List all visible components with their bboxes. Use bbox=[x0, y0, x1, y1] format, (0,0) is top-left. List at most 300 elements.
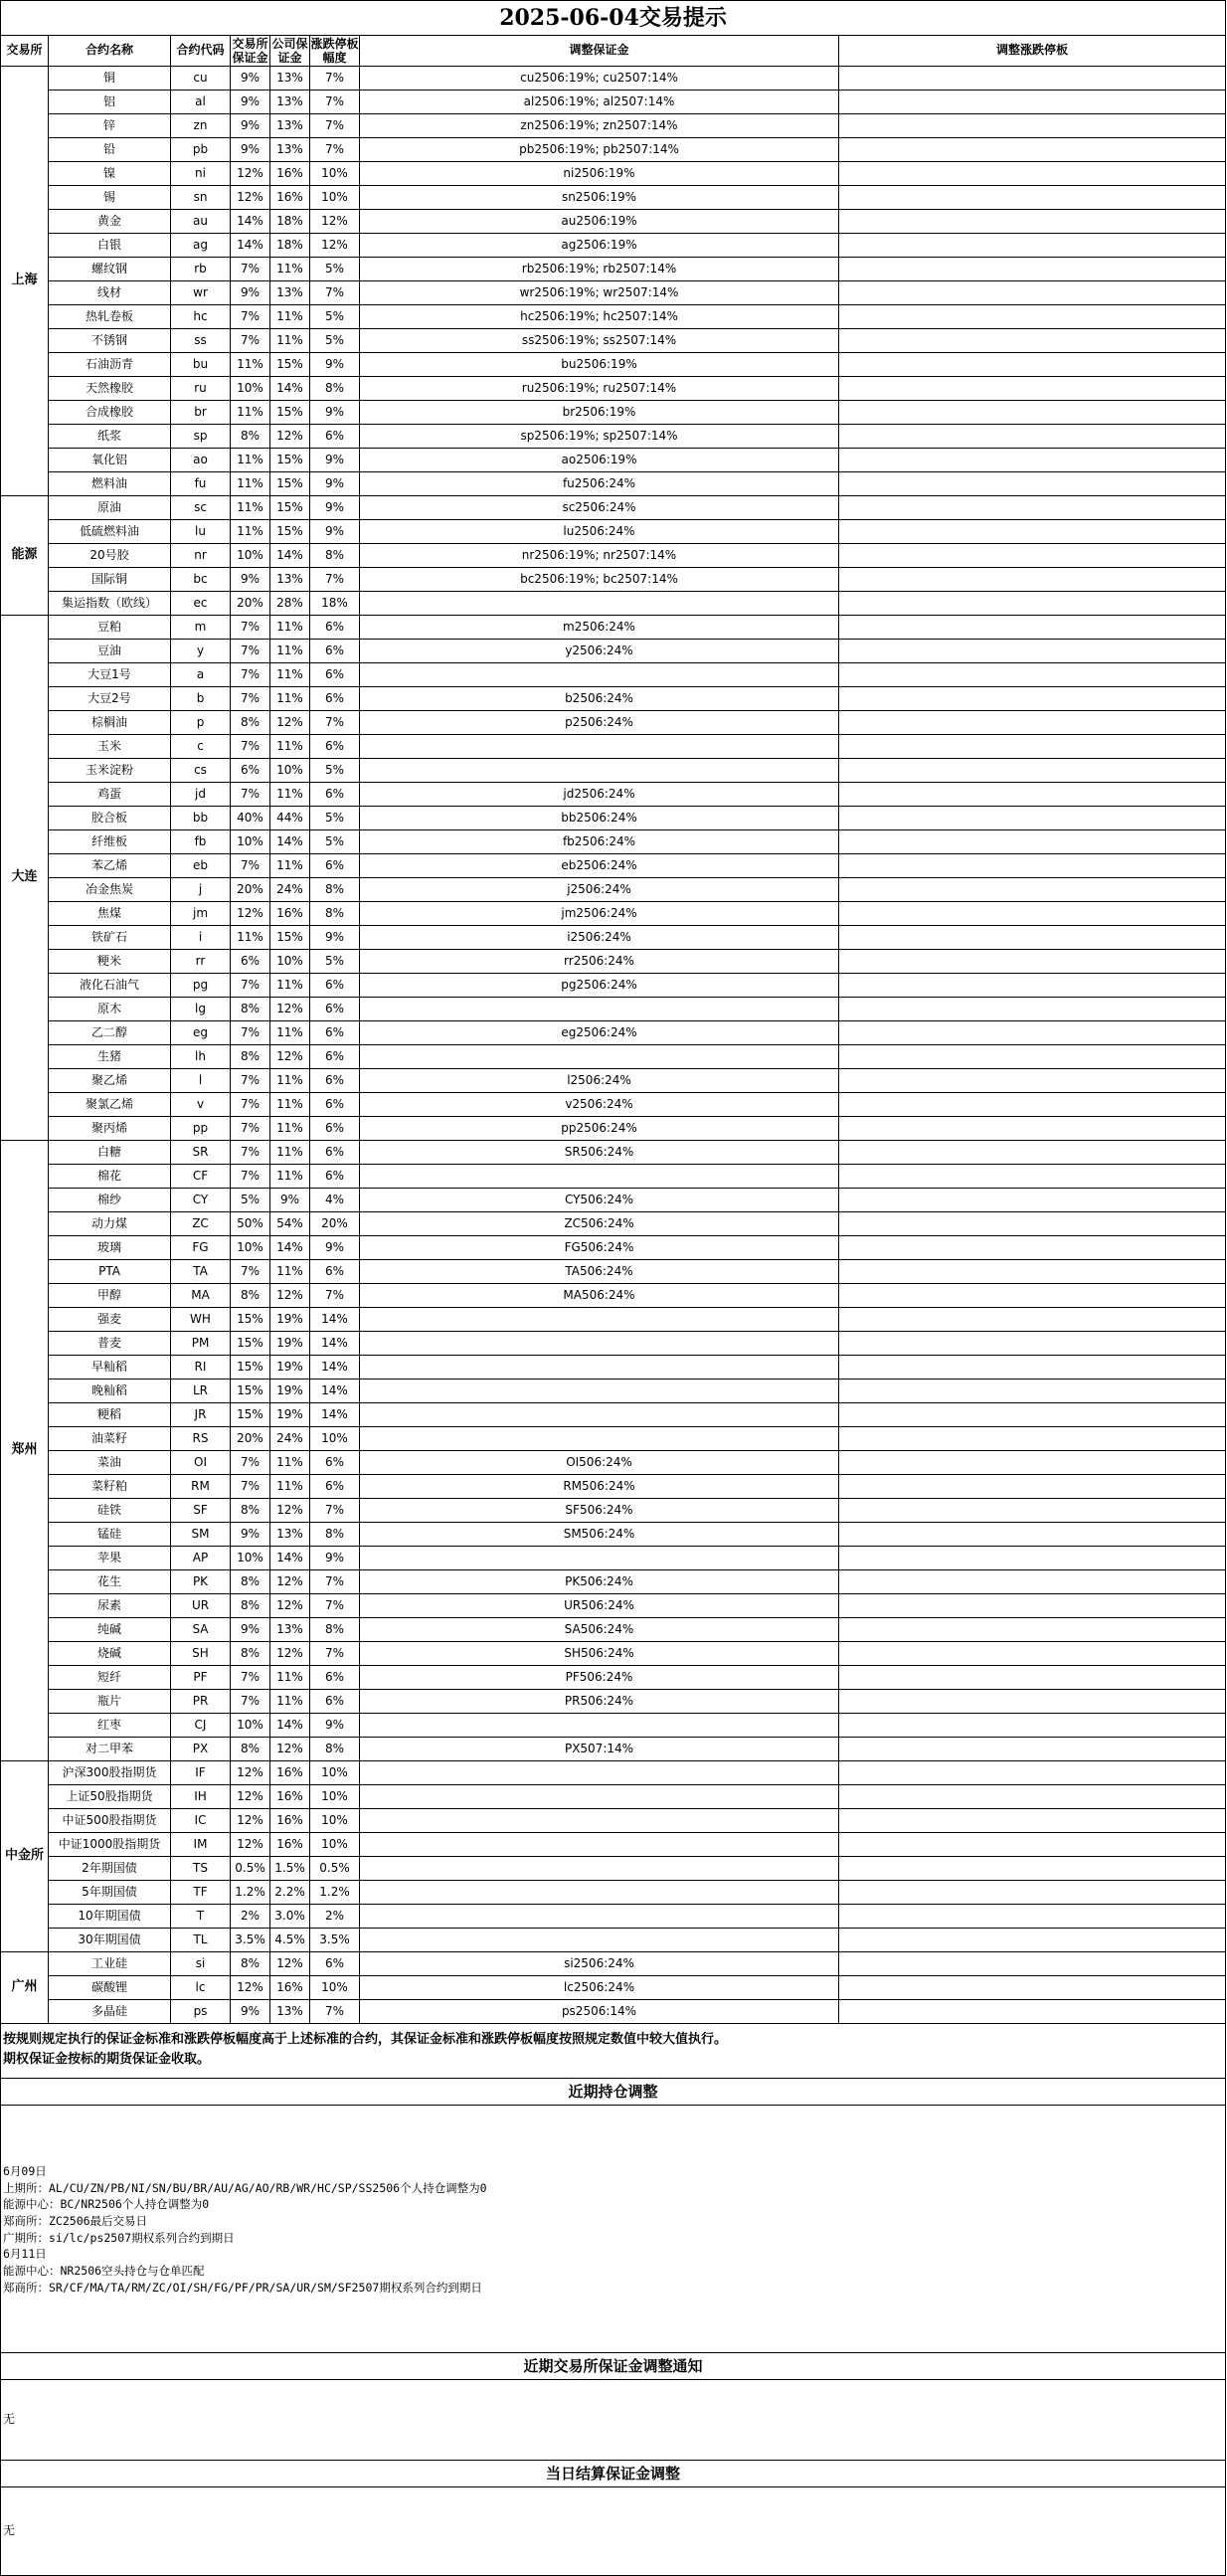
limit-range-cell: 5% bbox=[310, 807, 360, 830]
adjusted-limit-cell bbox=[839, 114, 1226, 138]
contract-name-cell: 聚乙烯 bbox=[49, 1069, 171, 1093]
table-row bbox=[1, 1833, 1226, 1857]
contract-name-cell: 豆粕 bbox=[49, 616, 171, 640]
table-row bbox=[1, 2000, 1226, 2024]
contract-name-cell: 白糖 bbox=[49, 1141, 171, 1165]
company-margin-cell: 16% bbox=[270, 1976, 310, 2000]
table-row bbox=[1, 1045, 1226, 1069]
table-row bbox=[1, 1403, 1226, 1427]
exchange-margin-cell: 15% bbox=[231, 1356, 270, 1380]
adjusted-limit-cell bbox=[839, 1069, 1226, 1093]
exchange-margin-cell: 1.2% bbox=[231, 1881, 270, 1905]
limit-range-cell: 6% bbox=[310, 1021, 360, 1045]
table-row bbox=[1, 544, 1226, 568]
limit-range-cell: 9% bbox=[310, 472, 360, 496]
company-margin-cell: 11% bbox=[270, 1666, 310, 1690]
contract-name-cell: 石油沥青 bbox=[49, 353, 171, 377]
contract-rows bbox=[1, 67, 1226, 2024]
limit-range-cell: 5% bbox=[310, 950, 360, 974]
contract-code-cell: UR bbox=[171, 1594, 231, 1618]
company-margin-cell: 10% bbox=[270, 759, 310, 783]
exchange-margin-cell: 12% bbox=[231, 186, 270, 210]
adjusted-limit-cell bbox=[839, 2000, 1226, 2024]
adjusted-margin-cell: si2506:24% bbox=[360, 1952, 839, 1976]
adjusted-margin-cell: eg2506:24% bbox=[360, 1021, 839, 1045]
adjusted-margin-cell: RM506:24% bbox=[360, 1475, 839, 1499]
limit-range-cell: 9% bbox=[310, 496, 360, 520]
contract-code-cell: TA bbox=[171, 1260, 231, 1284]
contract-code-cell: lh bbox=[171, 1045, 231, 1069]
table-row bbox=[1, 1929, 1226, 1952]
adjusted-limit-cell bbox=[839, 950, 1226, 974]
contract-code-cell: ss bbox=[171, 329, 231, 353]
company-margin-cell: 18% bbox=[270, 234, 310, 258]
table-row bbox=[1, 1189, 1226, 1212]
table-row bbox=[1, 1642, 1226, 1666]
exchange-cell: 上海 bbox=[1, 67, 49, 496]
contract-code-cell: lg bbox=[171, 998, 231, 1021]
contract-name-cell: 对二甲苯 bbox=[49, 1738, 171, 1761]
table-row bbox=[1, 1332, 1226, 1356]
contract-name-cell: 菜籽粕 bbox=[49, 1475, 171, 1499]
contract-name-cell: 液化石油气 bbox=[49, 974, 171, 998]
adjusted-margin-cell: jm2506:24% bbox=[360, 902, 839, 926]
limit-range-cell: 14% bbox=[310, 1380, 360, 1403]
contract-name-cell: 线材 bbox=[49, 281, 171, 305]
adjusted-margin-cell: cu2506:19%; cu2507:14% bbox=[360, 67, 839, 91]
table-row bbox=[1, 998, 1226, 1021]
exchange-margin-cell: 7% bbox=[231, 1690, 270, 1714]
contract-code-cell: lc bbox=[171, 1976, 231, 2000]
adjusted-limit-cell bbox=[839, 998, 1226, 1021]
company-margin-cell: 16% bbox=[270, 902, 310, 926]
adjusted-margin-cell: hc2506:19%; hc2507:14% bbox=[360, 305, 839, 329]
rule-notes: 按规则规定执行的保证金标准和涨跌停板幅度高于上述标准的合约，其保证金标准和涨跌停板幅度按照规定数值中较大值执行。 期权保证金按标的期货保证金收取。 bbox=[1, 2024, 1226, 2079]
limit-range-cell: 7% bbox=[310, 1642, 360, 1666]
limit-range-cell: 7% bbox=[310, 1570, 360, 1594]
company-margin-cell: 14% bbox=[270, 830, 310, 854]
contract-code-cell: T bbox=[171, 1905, 231, 1929]
adjusted-margin-cell: SF506:24% bbox=[360, 1499, 839, 1523]
contract-code-cell: IH bbox=[171, 1785, 231, 1809]
limit-range-cell: 12% bbox=[310, 234, 360, 258]
adjusted-limit-cell bbox=[839, 1284, 1226, 1308]
position-section-body: 6月09日 上期所：AL/CU/ZN/PB/NI/SN/BU/BR/AU/AG/AO/RB/WR/HC/SP/SS2506个人持仓调整为0 能源中心：BC/NR2506个人持仓调整为0 郑商所：ZC2506最后交易日 广期所：si/lc/ps2507期权系列合约到期日 6月11日 能源中心：NR2506空头持仓与仓单匹配 郑商所：SR/CF/MA/TA/RM/ZC/OI/SH/FG/PF/PR/SA/UR/SM/SF2507期权系列合约到期日 bbox=[1, 2106, 1226, 2353]
contract-code-cell: eg bbox=[171, 1021, 231, 1045]
contract-name-cell: 棉纱 bbox=[49, 1189, 171, 1212]
contract-code-cell: bu bbox=[171, 353, 231, 377]
contract-name-cell: 乙二醇 bbox=[49, 1021, 171, 1045]
table-row bbox=[1, 568, 1226, 592]
adjusted-margin-cell: FG506:24% bbox=[360, 1236, 839, 1260]
table-row bbox=[1, 1570, 1226, 1594]
contract-code-cell: jm bbox=[171, 902, 231, 926]
contract-code-cell: rr bbox=[171, 950, 231, 974]
table-row bbox=[1, 616, 1226, 640]
exchange-margin-cell: 10% bbox=[231, 544, 270, 568]
exchange-margin-cell: 3.5% bbox=[231, 1929, 270, 1952]
company-margin-cell: 12% bbox=[270, 1499, 310, 1523]
contract-name-cell: 20号胶 bbox=[49, 544, 171, 568]
contract-code-cell: m bbox=[171, 616, 231, 640]
table-row bbox=[1, 1475, 1226, 1499]
contract-code-cell: SA bbox=[171, 1618, 231, 1642]
exchange-margin-cell: 8% bbox=[231, 1045, 270, 1069]
limit-range-cell: 10% bbox=[310, 162, 360, 186]
exchange-cell: 中金所 bbox=[1, 1761, 49, 1952]
limit-range-cell: 6% bbox=[310, 1117, 360, 1141]
company-margin-cell: 11% bbox=[270, 1165, 310, 1189]
limit-range-cell: 14% bbox=[310, 1403, 360, 1427]
contract-name-cell: 30年期国债 bbox=[49, 1929, 171, 1952]
company-margin-cell: 12% bbox=[270, 1594, 310, 1618]
contract-code-cell: b bbox=[171, 687, 231, 711]
adjusted-margin-cell: eb2506:24% bbox=[360, 854, 839, 878]
contract-name-cell: 白银 bbox=[49, 234, 171, 258]
adjusted-margin-cell: nr2506:19%; nr2507:14% bbox=[360, 544, 839, 568]
contract-code-cell: RS bbox=[171, 1427, 231, 1451]
company-margin-cell: 12% bbox=[270, 1642, 310, 1666]
company-margin-cell: 12% bbox=[270, 998, 310, 1021]
adjusted-margin-cell: rb2506:19%; rb2507:14% bbox=[360, 258, 839, 281]
exchange-margin-cell: 10% bbox=[231, 377, 270, 401]
adjusted-limit-cell bbox=[839, 1952, 1226, 1976]
contract-name-cell: 瓶片 bbox=[49, 1690, 171, 1714]
table-row bbox=[1, 1356, 1226, 1380]
adjusted-limit-cell bbox=[839, 1427, 1226, 1451]
adjusted-margin-cell: sp2506:19%; sp2507:14% bbox=[360, 425, 839, 449]
contract-code-cell: pp bbox=[171, 1117, 231, 1141]
adjusted-limit-cell bbox=[839, 329, 1226, 353]
contract-name-cell: 棉花 bbox=[49, 1165, 171, 1189]
contract-name-cell: 红枣 bbox=[49, 1714, 171, 1738]
adjusted-limit-cell bbox=[839, 878, 1226, 902]
contract-code-cell: SH bbox=[171, 1642, 231, 1666]
contract-code-cell: AP bbox=[171, 1547, 231, 1570]
adjusted-margin-cell: bc2506:19%; bc2507:14% bbox=[360, 568, 839, 592]
adjusted-margin-cell: l2506:24% bbox=[360, 1069, 839, 1093]
contract-name-cell: 铜 bbox=[49, 67, 171, 91]
adjusted-margin-cell: y2506:24% bbox=[360, 640, 839, 663]
contract-code-cell: ZC bbox=[171, 1212, 231, 1236]
adjusted-limit-cell bbox=[839, 1475, 1226, 1499]
exchange-margin-cell: 8% bbox=[231, 1738, 270, 1761]
table-row bbox=[1, 1451, 1226, 1475]
table-row bbox=[1, 305, 1226, 329]
limit-range-cell: 5% bbox=[310, 258, 360, 281]
company-margin-cell: 11% bbox=[270, 974, 310, 998]
table-row bbox=[1, 1738, 1226, 1761]
limit-range-cell: 8% bbox=[310, 1738, 360, 1761]
exchange-margin-cell: 7% bbox=[231, 1141, 270, 1165]
company-margin-cell: 19% bbox=[270, 1356, 310, 1380]
contract-code-cell: PR bbox=[171, 1690, 231, 1714]
company-margin-cell: 16% bbox=[270, 162, 310, 186]
contract-name-cell: 棕榈油 bbox=[49, 711, 171, 735]
adjusted-limit-cell bbox=[839, 1332, 1226, 1356]
adjusted-margin-cell bbox=[360, 1380, 839, 1403]
limit-range-cell: 6% bbox=[310, 663, 360, 687]
exchange-margin-cell: 0.5% bbox=[231, 1857, 270, 1881]
contract-name-cell: 胶合板 bbox=[49, 807, 171, 830]
exchange-margin-cell: 8% bbox=[231, 425, 270, 449]
header-adjusted-margin: 调整保证金 bbox=[360, 36, 839, 67]
table-row bbox=[1, 1594, 1226, 1618]
company-margin-cell: 11% bbox=[270, 1451, 310, 1475]
settlement-section-title: 当日结算保证金调整 bbox=[1, 2461, 1226, 2487]
exchange-margin-cell: 9% bbox=[231, 138, 270, 162]
adjusted-margin-cell: ss2506:19%; ss2507:14% bbox=[360, 329, 839, 353]
exchange-margin-cell: 14% bbox=[231, 234, 270, 258]
table-row bbox=[1, 735, 1226, 759]
exchange-margin-cell: 9% bbox=[231, 568, 270, 592]
adjusted-margin-cell bbox=[360, 735, 839, 759]
contract-name-cell: 多晶硅 bbox=[49, 2000, 171, 2024]
limit-range-cell: 9% bbox=[310, 520, 360, 544]
company-margin-cell: 16% bbox=[270, 186, 310, 210]
table-row bbox=[1, 711, 1226, 735]
adjusted-limit-cell bbox=[839, 1260, 1226, 1284]
company-margin-cell: 11% bbox=[270, 640, 310, 663]
limit-range-cell: 8% bbox=[310, 377, 360, 401]
adjusted-margin-cell: bu2506:19% bbox=[360, 353, 839, 377]
contract-code-cell: zn bbox=[171, 114, 231, 138]
contract-name-cell: 黄金 bbox=[49, 210, 171, 234]
limit-range-cell: 7% bbox=[310, 91, 360, 114]
exchange-margin-cell: 7% bbox=[231, 663, 270, 687]
adjusted-limit-cell bbox=[839, 138, 1226, 162]
contract-code-cell: si bbox=[171, 1952, 231, 1976]
header-contract-code: 合约代码 bbox=[171, 36, 231, 67]
table-row bbox=[1, 1809, 1226, 1833]
limit-range-cell: 7% bbox=[310, 1594, 360, 1618]
adjusted-limit-cell bbox=[839, 1881, 1226, 1905]
adjusted-limit-cell bbox=[839, 472, 1226, 496]
company-margin-cell: 13% bbox=[270, 114, 310, 138]
table-row bbox=[1, 1952, 1226, 1976]
adjusted-margin-cell bbox=[360, 759, 839, 783]
company-margin-cell: 15% bbox=[270, 401, 310, 425]
table-row bbox=[1, 902, 1226, 926]
exchange-margin-cell: 11% bbox=[231, 926, 270, 950]
adjusted-margin-cell bbox=[360, 1714, 839, 1738]
adjusted-margin-cell bbox=[360, 1785, 839, 1809]
adjusted-limit-cell bbox=[839, 1141, 1226, 1165]
company-margin-cell: 24% bbox=[270, 1427, 310, 1451]
company-margin-cell: 11% bbox=[270, 663, 310, 687]
adjusted-margin-cell: i2506:24% bbox=[360, 926, 839, 950]
limit-range-cell: 6% bbox=[310, 1093, 360, 1117]
exchange-cell: 郑州 bbox=[1, 1141, 49, 1761]
exchange-margin-cell: 50% bbox=[231, 1212, 270, 1236]
company-margin-cell: 11% bbox=[270, 1475, 310, 1499]
limit-range-cell: 14% bbox=[310, 1308, 360, 1332]
exchange-margin-cell: 8% bbox=[231, 1570, 270, 1594]
contract-code-cell: i bbox=[171, 926, 231, 950]
exchange-margin-cell: 7% bbox=[231, 687, 270, 711]
adjusted-margin-cell bbox=[360, 1427, 839, 1451]
limit-range-cell: 5% bbox=[310, 759, 360, 783]
company-margin-cell: 11% bbox=[270, 1021, 310, 1045]
company-margin-cell: 16% bbox=[270, 1809, 310, 1833]
exchange-margin-cell: 9% bbox=[231, 281, 270, 305]
exchange-margin-cell: 9% bbox=[231, 1618, 270, 1642]
contract-code-cell: PK bbox=[171, 1570, 231, 1594]
contract-name-cell: 螺纹钢 bbox=[49, 258, 171, 281]
adjusted-margin-cell bbox=[360, 1403, 839, 1427]
exchange-margin-cell: 20% bbox=[231, 592, 270, 616]
contract-code-cell: sp bbox=[171, 425, 231, 449]
contract-code-cell: au bbox=[171, 210, 231, 234]
contract-name-cell: 短纤 bbox=[49, 1666, 171, 1690]
company-margin-cell: 44% bbox=[270, 807, 310, 830]
table-row bbox=[1, 974, 1226, 998]
limit-range-cell: 6% bbox=[310, 1141, 360, 1165]
adjusted-limit-cell bbox=[839, 353, 1226, 377]
table-row bbox=[1, 1761, 1226, 1785]
contract-code-cell: hc bbox=[171, 305, 231, 329]
header-exchange-margin: 交易所保证金 bbox=[232, 36, 268, 65]
header-contract-name: 合约名称 bbox=[49, 36, 171, 67]
adjusted-limit-cell bbox=[839, 1761, 1226, 1785]
adjusted-margin-cell: au2506:19% bbox=[360, 210, 839, 234]
company-margin-cell: 24% bbox=[270, 878, 310, 902]
contract-name-cell: 聚丙烯 bbox=[49, 1117, 171, 1141]
contract-name-cell: 鸡蛋 bbox=[49, 783, 171, 807]
adjusted-limit-cell bbox=[839, 1212, 1226, 1236]
adjusted-margin-cell: zn2506:19%; zn2507:14% bbox=[360, 114, 839, 138]
adjusted-limit-cell bbox=[839, 377, 1226, 401]
limit-range-cell: 8% bbox=[310, 878, 360, 902]
adjusted-margin-cell: OI506:24% bbox=[360, 1451, 839, 1475]
table-row bbox=[1, 1714, 1226, 1738]
contract-name-cell: PTA bbox=[49, 1260, 171, 1284]
exchange-margin-cell: 8% bbox=[231, 1952, 270, 1976]
exchange-margin-cell: 12% bbox=[231, 1976, 270, 2000]
adjusted-margin-cell: fb2506:24% bbox=[360, 830, 839, 854]
company-margin-cell: 11% bbox=[270, 329, 310, 353]
company-margin-cell: 14% bbox=[270, 1714, 310, 1738]
adjusted-margin-cell bbox=[360, 1929, 839, 1952]
table-row bbox=[1, 1380, 1226, 1403]
contract-code-cell: ao bbox=[171, 449, 231, 472]
exchange-margin-cell: 7% bbox=[231, 974, 270, 998]
company-margin-cell: 12% bbox=[270, 1284, 310, 1308]
contract-name-cell: 油菜籽 bbox=[49, 1427, 171, 1451]
adjusted-margin-cell bbox=[360, 1881, 839, 1905]
contract-code-cell: p bbox=[171, 711, 231, 735]
limit-range-cell: 7% bbox=[310, 67, 360, 91]
contract-code-cell: bc bbox=[171, 568, 231, 592]
contract-name-cell: 不锈钢 bbox=[49, 329, 171, 353]
company-margin-cell: 11% bbox=[270, 1141, 310, 1165]
exchange-margin-cell: 7% bbox=[231, 1021, 270, 1045]
adjusted-limit-cell bbox=[839, 1523, 1226, 1547]
table-row bbox=[1, 329, 1226, 353]
adjusted-margin-cell bbox=[360, 1308, 839, 1332]
contract-code-cell: rb bbox=[171, 258, 231, 281]
adjusted-limit-cell bbox=[839, 210, 1226, 234]
adjusted-margin-cell: TA506:24% bbox=[360, 1260, 839, 1284]
exchange-margin-cell: 11% bbox=[231, 472, 270, 496]
contract-name-cell: 10年期国债 bbox=[49, 1905, 171, 1929]
adjusted-limit-cell bbox=[839, 305, 1226, 329]
table-row bbox=[1, 1236, 1226, 1260]
adjusted-margin-cell bbox=[360, 1165, 839, 1189]
table-row bbox=[1, 687, 1226, 711]
exchange-margin-cell: 7% bbox=[231, 1165, 270, 1189]
contract-code-cell: lu bbox=[171, 520, 231, 544]
table-row bbox=[1, 281, 1226, 305]
table-row bbox=[1, 258, 1226, 281]
contract-code-cell: TF bbox=[171, 1881, 231, 1905]
adjusted-limit-cell bbox=[839, 1021, 1226, 1045]
adjusted-margin-cell bbox=[360, 1356, 839, 1380]
table-row bbox=[1, 138, 1226, 162]
contract-name-cell: 动力煤 bbox=[49, 1212, 171, 1236]
contract-name-cell: 强麦 bbox=[49, 1308, 171, 1332]
limit-range-cell: 8% bbox=[310, 1523, 360, 1547]
adjusted-margin-cell: ao2506:19% bbox=[360, 449, 839, 472]
margin-notice-title: 近期交易所保证金调整通知 bbox=[1, 2353, 1226, 2380]
contract-code-cell: cu bbox=[171, 67, 231, 91]
limit-range-cell: 5% bbox=[310, 305, 360, 329]
company-margin-cell: 18% bbox=[270, 210, 310, 234]
adjusted-margin-cell: fu2506:24% bbox=[360, 472, 839, 496]
company-margin-cell: 11% bbox=[270, 1690, 310, 1714]
table-row bbox=[1, 592, 1226, 616]
header-exchange: 交易所 bbox=[1, 36, 49, 67]
limit-range-cell: 6% bbox=[310, 687, 360, 711]
adjusted-limit-cell bbox=[839, 1833, 1226, 1857]
contract-code-cell: SR bbox=[171, 1141, 231, 1165]
exchange-margin-cell: 15% bbox=[231, 1332, 270, 1356]
contract-name-cell: 中证1000股指期货 bbox=[49, 1833, 171, 1857]
contract-name-cell: 铝 bbox=[49, 91, 171, 114]
limit-range-cell: 5% bbox=[310, 329, 360, 353]
contract-name-cell: 早籼稻 bbox=[49, 1356, 171, 1380]
company-margin-cell: 16% bbox=[270, 1833, 310, 1857]
adjusted-limit-cell bbox=[839, 1738, 1226, 1761]
table-row bbox=[1, 1308, 1226, 1332]
adjusted-limit-cell bbox=[839, 234, 1226, 258]
company-margin-cell: 15% bbox=[270, 926, 310, 950]
adjusted-limit-cell bbox=[839, 1857, 1226, 1881]
contract-code-cell: ps bbox=[171, 2000, 231, 2024]
contract-code-cell: PM bbox=[171, 1332, 231, 1356]
limit-range-cell: 7% bbox=[310, 568, 360, 592]
adjusted-margin-cell bbox=[360, 1761, 839, 1785]
table-row bbox=[1, 472, 1226, 496]
limit-range-cell: 4% bbox=[310, 1189, 360, 1212]
adjusted-limit-cell bbox=[839, 425, 1226, 449]
table-row bbox=[1, 401, 1226, 425]
exchange-margin-cell: 7% bbox=[231, 735, 270, 759]
limit-range-cell: 7% bbox=[310, 711, 360, 735]
exchange-margin-cell: 9% bbox=[231, 67, 270, 91]
adjusted-margin-cell bbox=[360, 1809, 839, 1833]
exchange-margin-cell: 12% bbox=[231, 162, 270, 186]
contract-code-cell: y bbox=[171, 640, 231, 663]
contract-name-cell: 菜油 bbox=[49, 1451, 171, 1475]
limit-range-cell: 1.2% bbox=[310, 1881, 360, 1905]
exchange-margin-cell: 20% bbox=[231, 1427, 270, 1451]
contract-code-cell: CJ bbox=[171, 1714, 231, 1738]
contract-name-cell: 大豆2号 bbox=[49, 687, 171, 711]
adjusted-margin-cell bbox=[360, 1332, 839, 1356]
limit-range-cell: 8% bbox=[310, 544, 360, 568]
contract-code-cell: a bbox=[171, 663, 231, 687]
